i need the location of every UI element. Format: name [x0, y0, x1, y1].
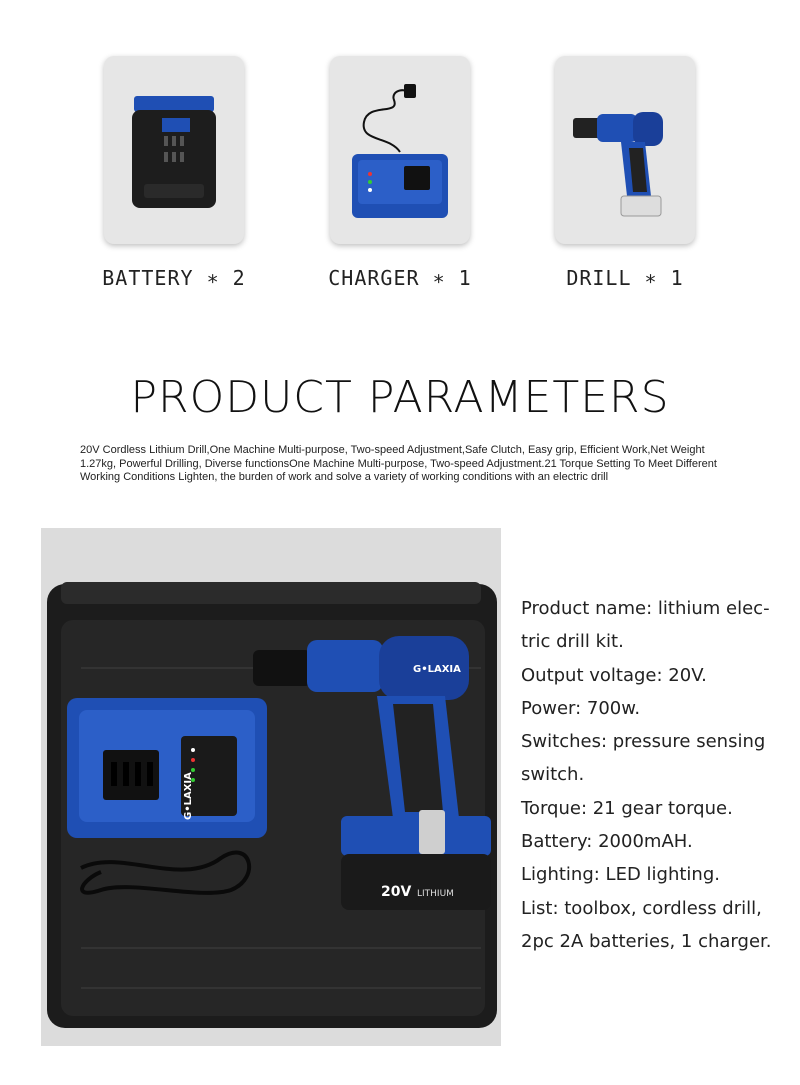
spec-line: Switches: pressure sensing: [521, 731, 766, 753]
product-description: 20V Cordless Lithium Drill,One Machine Multi-purpose, Two-speed Adjustment,Safe Clutch, Easy grip, Efficient Work,Net Weight 1.27kg, Powerful Drilling, Diverse functionsOne Machine Multi-purpose, Two-speed Adjustment.21 Torque Setting To Meet Different Working Conditions Lighten, the burden of work and solve a variety of working conditions with an electric drill: [80, 444, 717, 483]
charger-icon: [330, 56, 470, 244]
spec-line: Lighting: LED lighting.: [521, 864, 720, 886]
charger-card: [330, 56, 470, 244]
charger-quantity-label: CHARGER ∗ 1: [328, 266, 472, 290]
spec-line: tric drill kit.: [521, 631, 624, 653]
battery-pack-icon: [104, 56, 244, 244]
battery-quantity-label: BATTERY ∗ 2: [102, 266, 246, 290]
drill-brand-text: G•LAXIA: [413, 664, 461, 675]
spec-line: switch.: [521, 764, 585, 786]
spec-line: Power: 700w.: [521, 697, 641, 719]
drill-quantity-label: DRILL ∗ 1: [566, 266, 684, 290]
battery-type-text: LITHIUM: [417, 889, 454, 899]
spec-line: List: toolbox, cordless drill,: [521, 897, 762, 919]
charger-brand-text: G•LAXIA: [183, 772, 194, 820]
battery-voltage-text: 20V: [381, 884, 412, 900]
battery-card: [104, 56, 244, 244]
spec-line: Torque: 21 gear torque.: [521, 797, 733, 819]
spec-line: Product name: lithium elec-: [521, 598, 770, 619]
spec-line: 2pc 2A batteries, 1 charger.: [521, 930, 772, 952]
spec-line: Output voltage: 20V.: [521, 664, 707, 686]
section-heading: PRODUCT PARAMETERS: [130, 372, 670, 423]
toolbox-product-photo: [41, 528, 501, 1046]
drill-icon: [555, 56, 695, 244]
spec-list: [521, 592, 791, 958]
toolbox-icon: [41, 528, 501, 1046]
drill-card: [555, 56, 695, 244]
spec-line: Battery: 2000mAH.: [521, 831, 693, 853]
